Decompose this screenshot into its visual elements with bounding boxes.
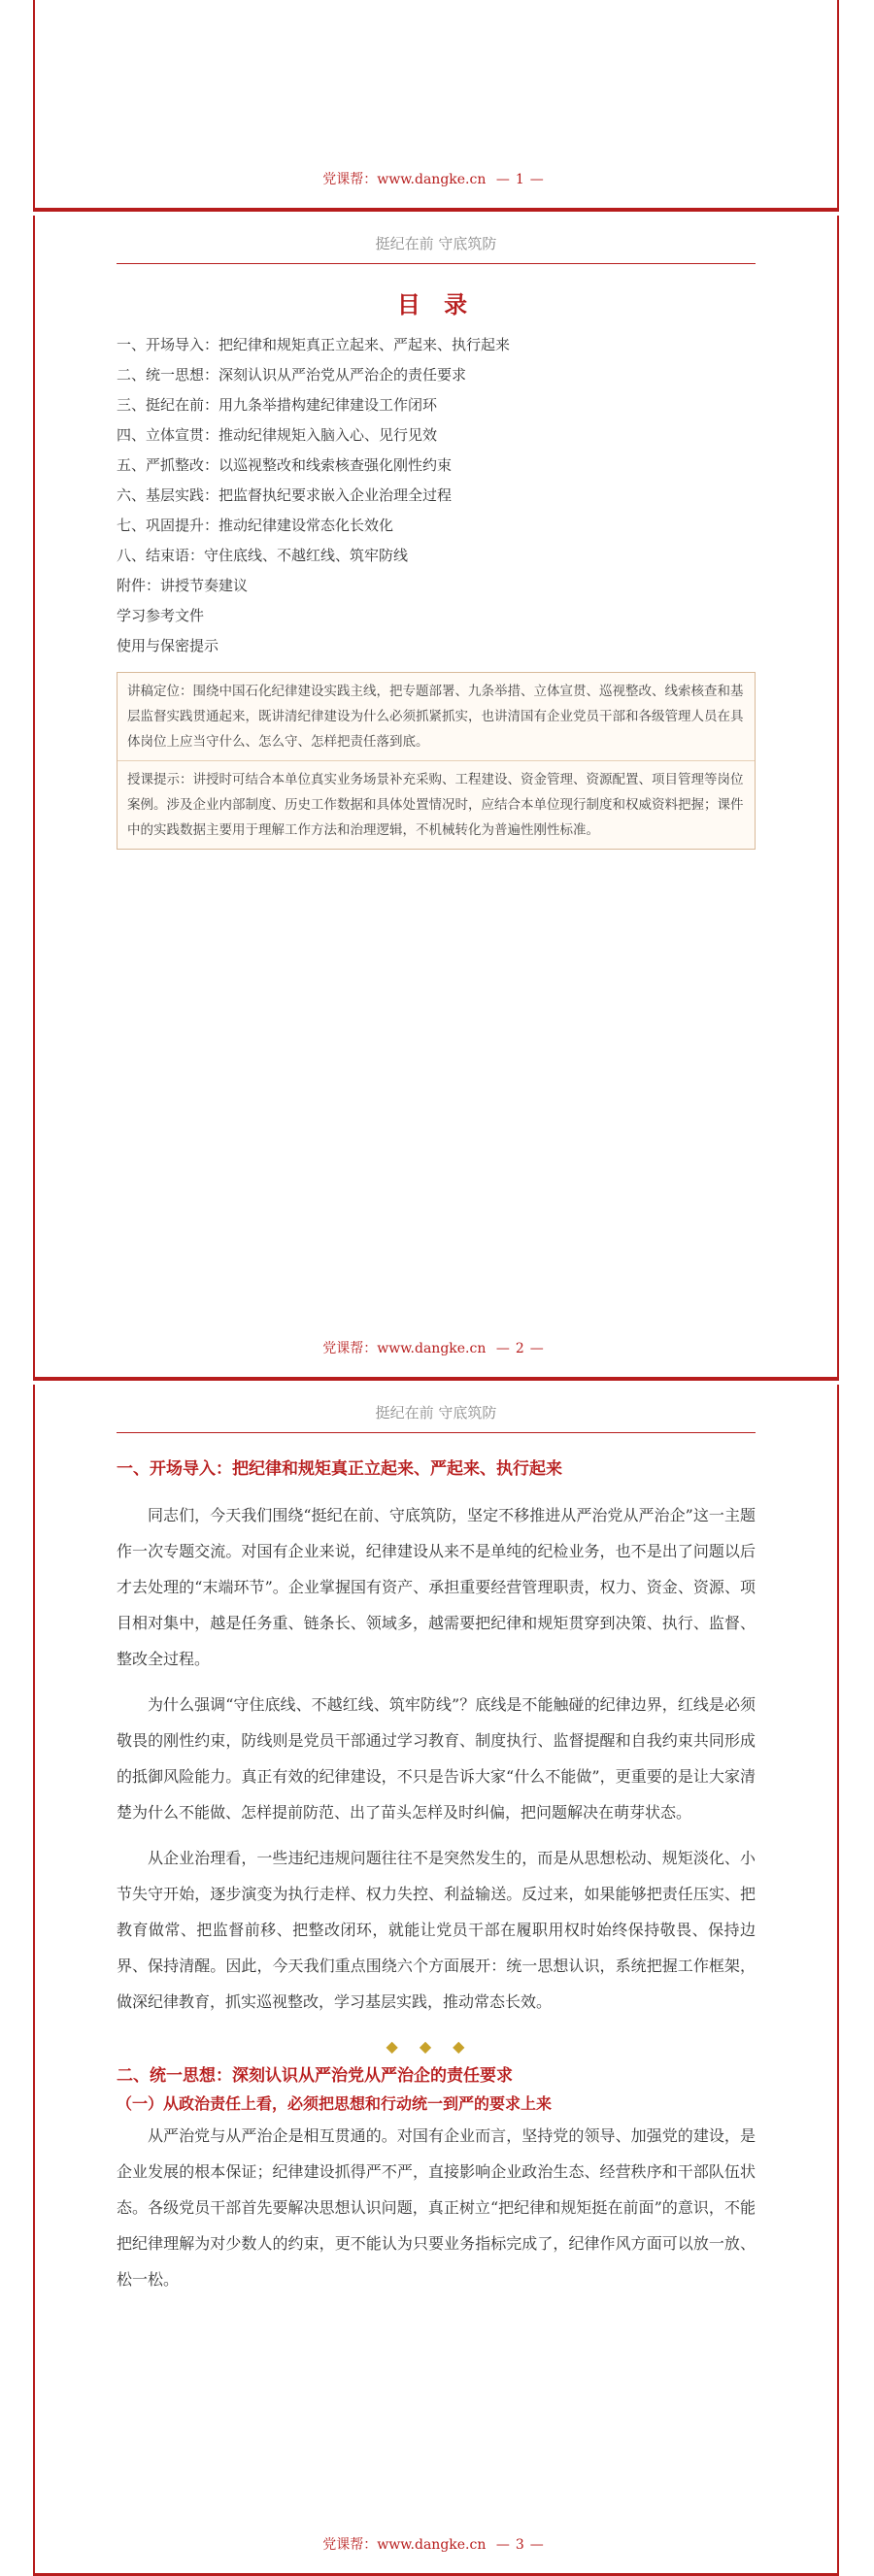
body-paragraph: 从企业治理看，一些违纪违规问题往往不是突然发生的，而是从思想松动、规矩淡化、小节失守开始，逐步演变为执行走样、权力失控、利益输送。反过来，如果能够把责任压实、把教育做常、把监督前移、把整改闭环，就能让党员干部在履职用权时始终保持敬畏、保持边界、保持清醒。因此，今天我们重点围绕六个方面展开：统一思想认识，系统把握工作框架，做深纪律教育，抓实巡视整改，学习基层实践，推动常态长效。 — [117, 1849, 756, 2011]
toc-item[interactable]: 七、巩固提升：推动纪律建设常态化长效化 — [117, 517, 394, 534]
section-heading-2: 二、统一思想：深刻认识从严治党从严治企的责任要求 — [117, 2066, 513, 2086]
subsection-heading: （一）从政治责任上看，必须把思想和行动统一到严的要求上来 — [117, 2094, 553, 2113]
footer-page-number: 3 — [515, 2537, 524, 2553]
page-content — [117, 1455, 756, 2297]
toc-item[interactable]: 八、结束语：守住底线、不越红线、筑牢防线 — [117, 547, 409, 564]
section-divider: ◆◆◆ — [386, 2037, 487, 2056]
footer-site: 党课帮：www.dangke.cn — [322, 172, 487, 187]
footer-dash-right: — — [529, 1341, 544, 1356]
toc-item[interactable]: 附件：讲授节奏建议 — [117, 577, 249, 594]
footer-dash-left: — — [495, 2537, 510, 2553]
toc-item[interactable]: 五、严抓整改：以巡视整改和线索核查强化刚性约束 — [117, 456, 453, 474]
footer-page-number: 2 — [515, 1341, 524, 1356]
body-paragraph: 从严治党与从严治企是相互贯通的。对国有企业而言，坚持党的领导、加强党的建设，是企业发展的根本保证；纪律建设抓得严不严，直接影响企业政治生态、经营秩序和干部队伍状态。各级党员干部首先要解决思想认识问题，真正树立“把纪律和规矩挺在前面”的意识，不能把纪律理解为对少数人的约束，更不能认为只要业务指标完成了，纪律作风方面可以放一放、松一松。 — [117, 2126, 756, 2289]
toc-title: 目 录 — [396, 290, 476, 318]
footer-dash-left: — — [495, 1341, 510, 1356]
toc-item[interactable]: 一、开场导入：把纪律和规矩真正立起来、严起来、执行起来 — [117, 336, 511, 353]
page-footer — [35, 2534, 837, 2554]
toc-item[interactable]: 使用与保密提示 — [117, 637, 219, 654]
page-footer — [35, 169, 837, 188]
body-paragraph: 同志们，今天我们围绕“挺纪在前、守底筑防，坚定不移推进从严治党从严治企”这一主题作一次专题交流。对国有企业来说，纪律建设从来不是单纯的纪检业务，也不是出了问题以后才去处理的“末端环节”。企业掌握国有资产、承担重要经营管理职责，权力、资金、资源、项目相对集中，越是任务重、链条长、领域多，越需要把纪律和规矩贯穿到决策、执行、监督、整改全过程。 — [117, 1506, 756, 1668]
footer-dash-left: — — [495, 172, 510, 187]
toc-item[interactable]: 三、挺纪在前：用九条举措构建纪律建设工作闭环 — [117, 396, 438, 414]
note-positioning: 讲稿定位：围绕中国石化纪律建设实践主线，把专题部署、九条举措、立体宣贯、巡视整改、线索核查和基层监督实践贯通起来，既讲清纪律建设为什么必须抓紧抓实，也讲清国有企业党员干部和各级管理人员在具体岗位上应当守什么、怎么守、怎样把责任落到底。 — [127, 684, 744, 750]
notes-box — [117, 672, 756, 850]
toc-item[interactable]: 六、基层实践：把监督执纪要求嵌入企业治理全过程 — [117, 486, 453, 504]
page-3 — [33, 1385, 839, 2576]
toc-item[interactable]: 学习参考文件 — [117, 607, 205, 624]
running-head: 挺纪在前 守底筑防 — [117, 1402, 756, 1433]
section-heading-1: 一、开场导入：把纪律和规矩真正立起来、严起来、执行起来 — [117, 1459, 562, 1479]
body-paragraph: 为什么强调“守住底线、不越红线、筑牢防线”？底线是不能触碰的纪律边界，红线是必须敬畏的刚性约束，防线则是党员干部通过学习教育、制度执行、监督提醒和自我约束共同形成的抵御风险能力。真正有效的纪律建设，不只是告诉大家“什么不能做”，更重要的是让大家清楚为什么不能做、怎样提前防范、出了苗头怎样及时纠偏，把问题解决在萌芽状态。 — [117, 1695, 756, 1822]
footer-site: 党课帮：www.dangke.cn — [322, 2537, 487, 2553]
footer-dash-right: — — [529, 172, 544, 187]
footer-dash-right: — — [529, 2537, 544, 2553]
toc-item[interactable]: 二、统一思想：深刻认识从严治党从严治企的责任要求 — [117, 366, 467, 384]
toc-list — [117, 330, 756, 661]
page-footer — [35, 1338, 837, 1357]
footer-site: 党课帮：www.dangke.cn — [322, 1341, 487, 1356]
footer-page-number: 1 — [515, 172, 524, 187]
page-1 — [33, 0, 839, 212]
page-2 — [33, 216, 839, 1381]
note-teaching-tips: 授课提示：讲授时可结合本单位真实业务场景补充采购、工程建设、资金管理、资源配置、项目管理等岗位案例。涉及企业内部制度、历史工作数据和具体处置情况时，应结合本单位现行制度和权威资料把握；课件中的实践数据主要用于理解工作方法和治理逻辑，不机械转化为普遍性刚性标准。 — [118, 760, 755, 849]
running-head: 挺纪在前 守底筑防 — [117, 233, 756, 264]
toc-item[interactable]: 四、立体宣贯：推动纪律规矩入脑入心、见行见效 — [117, 426, 438, 444]
